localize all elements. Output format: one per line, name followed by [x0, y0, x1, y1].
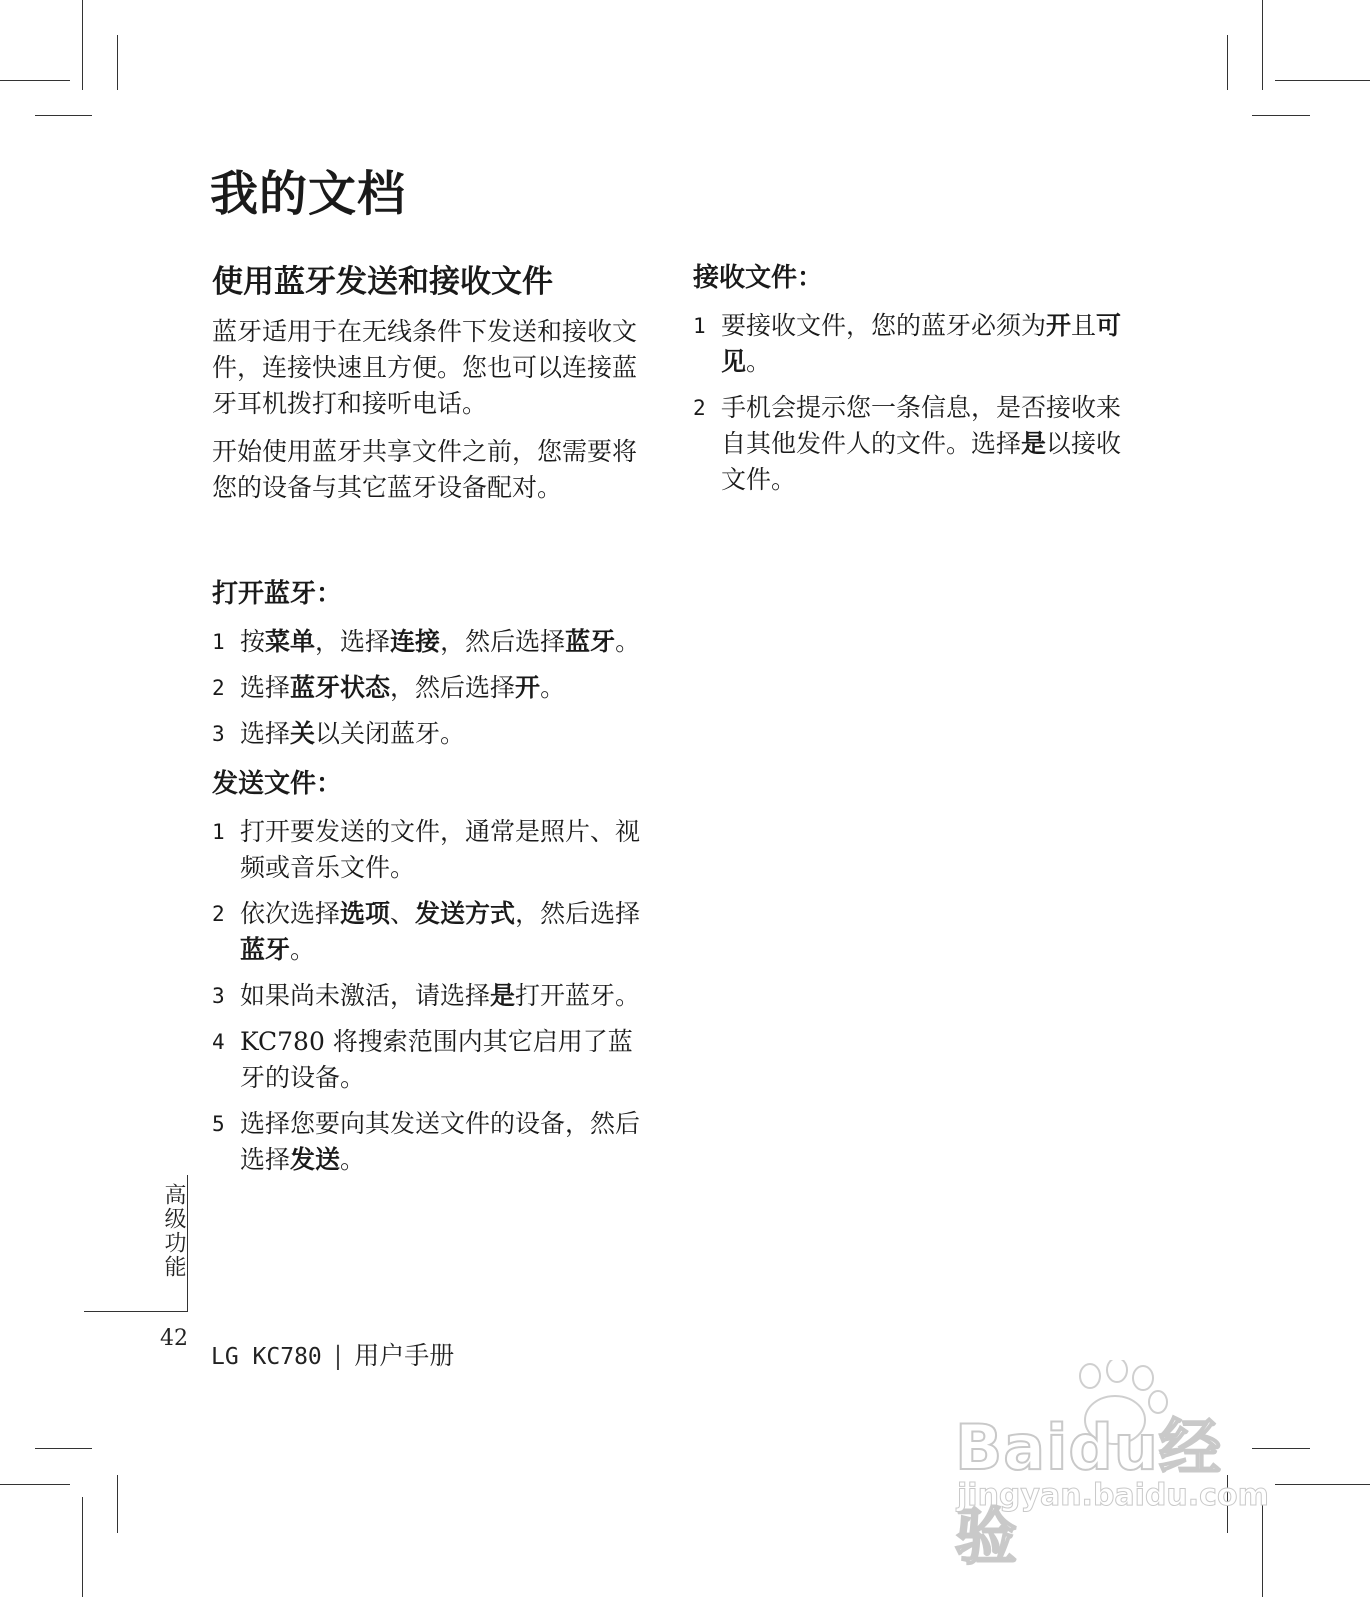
step-number: 1	[212, 630, 225, 655]
receive-steps	[693, 308, 1133, 498]
step-number: 4	[212, 1029, 225, 1054]
receive-file-heading: 接收文件：	[693, 263, 824, 293]
crop-mark	[117, 35, 118, 90]
crop-mark	[0, 1484, 70, 1485]
footer-separator: |	[333, 1341, 343, 1370]
send-file-heading: 发送文件：	[212, 769, 343, 800]
crop-mark	[0, 80, 70, 81]
list-item: 5 选择您要向其发送文件的设备，然后选择发送。	[212, 1106, 652, 1178]
section-heading: 使用蓝牙发送和接收文件	[212, 264, 553, 300]
pairing-paragraph: 开始使用蓝牙共享文件之前，您需要将您的设备与其它蓝牙设备配对。	[212, 437, 638, 503]
crop-mark	[1252, 115, 1310, 116]
list-item: 2 依次选择选项、发送方式，然后选择蓝牙。	[212, 896, 652, 968]
step-number: 2	[693, 395, 706, 420]
crop-mark	[1275, 1484, 1370, 1485]
step-number: 5	[212, 1111, 225, 1136]
send-steps	[212, 814, 652, 1178]
step-number: 1	[212, 819, 225, 844]
section-side-label: 高级功能	[161, 1183, 186, 1279]
footer-model: LG KC780	[211, 1344, 322, 1370]
turn-on-steps	[212, 624, 652, 752]
right-column	[693, 262, 1133, 514]
step-number: 3	[212, 722, 225, 747]
list-item: 3 如果尚未激活，请选择是打开蓝牙。	[212, 978, 652, 1014]
left-column	[212, 262, 652, 1194]
step-number: 3	[212, 983, 225, 1008]
page-title: 我的文档	[210, 166, 407, 222]
watermark-logo: Baidu经验	[955, 1411, 1222, 1573]
divider	[187, 1175, 188, 1312]
list-item: 1 按菜单，选择连接，然后选择蓝牙。	[212, 624, 652, 660]
list-item: 2 选择蓝牙状态，然后选择开。	[212, 670, 652, 706]
crop-mark	[82, 0, 83, 90]
step-number: 1	[693, 313, 706, 338]
crop-mark	[1252, 1448, 1310, 1449]
watermark-url: jingyan.baidu.com	[957, 1478, 1269, 1513]
crop-mark	[1275, 80, 1370, 81]
list-item: 4 KC780 将搜索范围内其它启用了蓝牙的设备。	[212, 1024, 652, 1096]
divider	[84, 1311, 188, 1312]
list-item: 3 选择关以关闭蓝牙。	[212, 716, 652, 752]
crop-mark	[1227, 35, 1228, 90]
step-number: 2	[212, 901, 225, 926]
list-item: 1 要接收文件，您的蓝牙必须为开且可见。	[693, 308, 1133, 380]
crop-mark	[82, 1497, 83, 1597]
step-number: 2	[212, 676, 225, 701]
crop-mark	[1262, 0, 1263, 90]
footer	[211, 1336, 454, 1372]
watermark	[955, 1360, 1269, 1573]
crop-mark	[35, 1448, 92, 1449]
crop-mark	[35, 115, 92, 116]
footer-manual: 用户手册	[354, 1341, 455, 1370]
list-item: 2 手机会提示您一条信息，是否接收来自其他发件人的文件。选择是以接收文件。	[693, 390, 1133, 498]
page-number: 42	[160, 1326, 188, 1351]
intro-paragraph: 蓝牙适用于在无线条件下发送和接收文件，连接快速且方便。您也可以连接蓝牙耳机拨打和接听电话。	[212, 317, 638, 419]
crop-mark	[117, 1475, 118, 1533]
list-item: 1 打开要发送的文件，通常是照片、视频或音乐文件。	[212, 814, 652, 886]
turn-on-bluetooth-heading: 打开蓝牙：	[212, 579, 343, 610]
